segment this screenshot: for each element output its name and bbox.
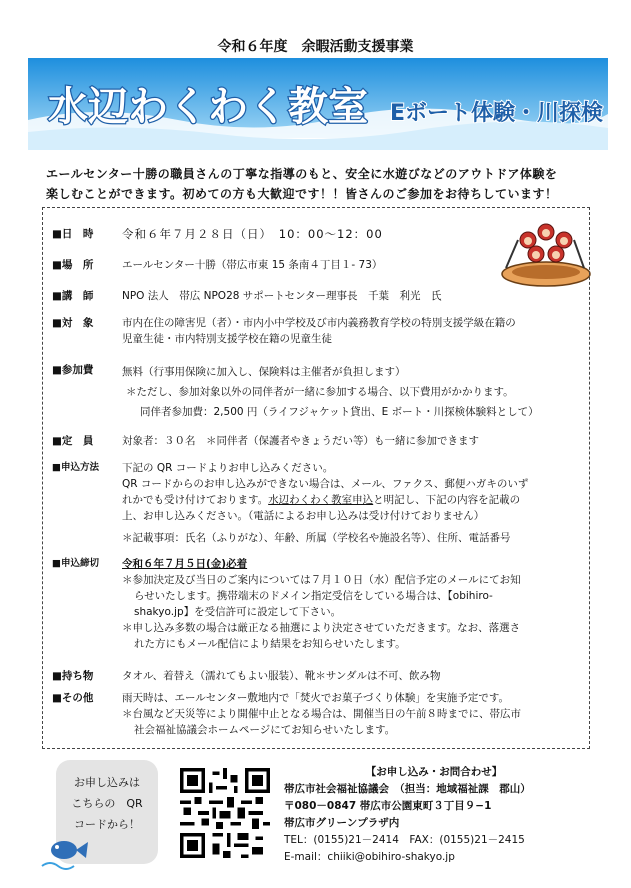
contact-email[interactable]: E-mail：chiiki@obihiro-shakyo.jp [284, 851, 455, 863]
qr-callout-bubble: お申し込みは こちらの QR コードから！ [56, 760, 158, 864]
event-tagline: Eボート体験・川探検 [390, 101, 604, 126]
program-subtitle: 令和６年度 余暇活動支援事業 [217, 39, 414, 55]
fish-icon [40, 832, 90, 872]
event-title: 水辺わくわく教室 [48, 84, 368, 130]
qr-code[interactable] [180, 768, 270, 858]
contact-info: 【お申し込み・お問合わせ】 帯広市社会福祉協議会 （担当：地域福祉課 郡山） 〒080－0847 帯広市公園東町３丁目９−1 帯広市グリーンプラザ内 TEL：(0155)21－2414 FAX：(0155)21－2415 E-mail：chiiki@obihiro-shakyo.jp [284, 764, 614, 866]
intro-text: エールセンター十勝の職員さんの丁寧な指導のもと、安全に水遊びなどのアウトドア体験を 楽しむことができます。初めての方も大歓迎です！！皆さんのご参加をお待ちしています！ [46, 167, 558, 201]
title-banner [28, 58, 608, 150]
